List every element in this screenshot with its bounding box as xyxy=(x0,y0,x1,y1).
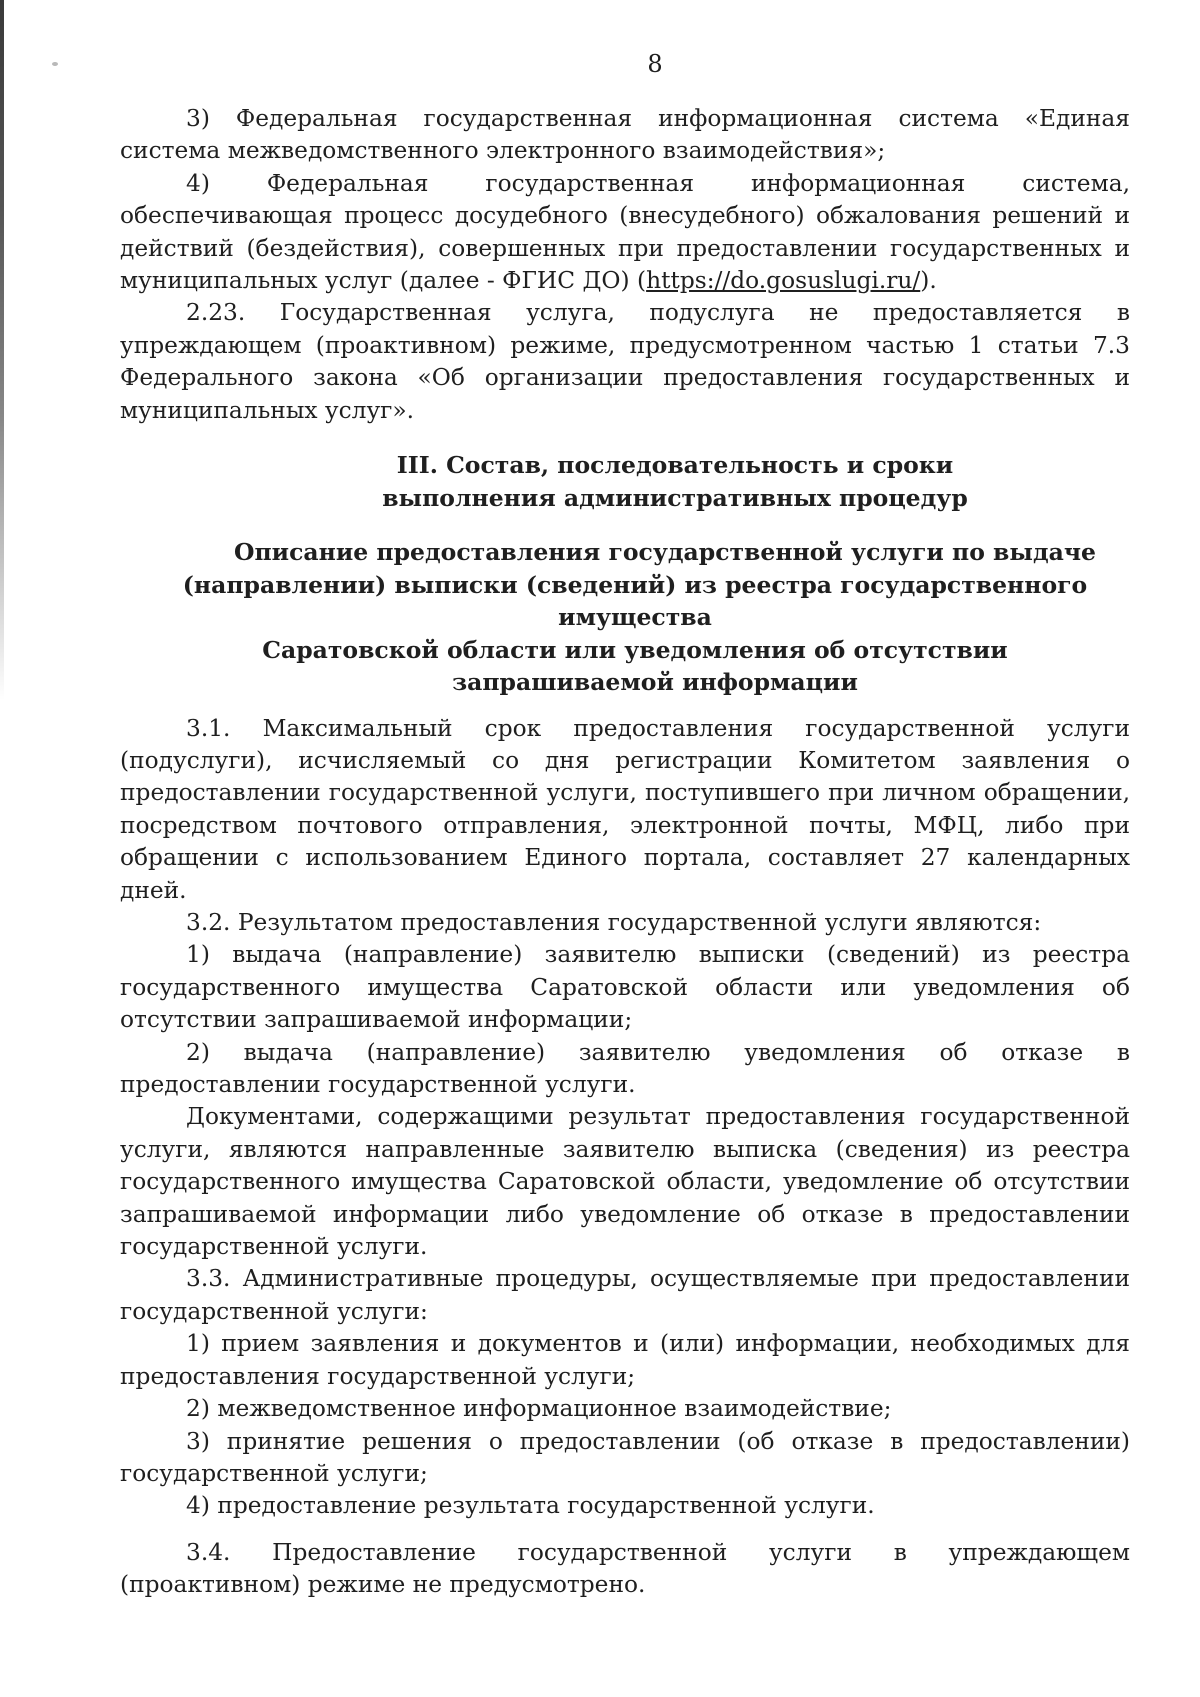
sub-heading xyxy=(120,536,1130,699)
sub-heading-line-3: Саратовской области или уведомления об отсутствии xyxy=(262,635,1008,664)
paragraph-3-3-item-4: 4) предоставление результата государственной услуги. xyxy=(186,1492,875,1520)
page-number: 8 xyxy=(647,50,663,78)
paragraph-3-2-item-1: 1) выдача (направление) заявителю выписки (сведений) из реестра государственного имущества Саратовской области или уведомления об отсутствии запрашиваемой информации; xyxy=(120,941,1130,1034)
fgis-do-link[interactable]: https://do.gosuslugi.ru/ xyxy=(646,267,921,295)
paragraph-result-documents: Документами, содержащими результат предоставления государственной услуги, являются направленные заявителю выписка (сведения) из реестра государственного имущества Саратовской области, уведомление об отсутствии запрашиваемой информации либо уведомление об отказе в предоставлении государственной услуги. xyxy=(120,1103,1130,1261)
paragraph-3-2-item-2: 2) выдача (направление) заявителю уведомления об отказе в предоставлении государственной услуги. xyxy=(120,1038,1130,1099)
paragraph-3-4: 3.4. Предоставление государственной услуги в упреждающем (проактивном) режиме не предусмотрено. xyxy=(120,1538,1130,1599)
section-heading-line-2: выполнения административных процедур xyxy=(382,483,968,512)
paragraph-3-3-item-1: 1) прием заявления и документов и (или) информации, необходимых для предоставления государственной услуги; xyxy=(120,1330,1130,1390)
section-heading-line-1: III. Состав, последовательность и сроки xyxy=(396,451,954,480)
sub-heading-line-1: Описание предоставления государственной услуги по выдаче xyxy=(234,538,1096,567)
fgis-link-suffix: ). xyxy=(920,267,937,295)
scan-edge xyxy=(0,0,4,700)
paragraph-3-3: 3.3. Административные процедуры, осуществляемые при предоставлении государственной услуги: xyxy=(120,1265,1130,1325)
document-body xyxy=(120,103,1130,1602)
paragraph-3-3-item-2: 2) межведомственное информационное взаимодействие; xyxy=(186,1395,892,1423)
paragraph-3-3-item-3: 3) принятие решения о предоставлении (об отказе в предоставлении) государственной услуги; xyxy=(120,1427,1130,1487)
section-heading xyxy=(120,449,1130,514)
paragraph-3-1: 3.1. Максимальный срок предоставления государственной услуги (подуслуги), исчисляемый со дня регистрации Комитетом заявления о предоставлении государственной услуги, поступившего при личном обращении, посредством почтового отправления, электронной почты, МФЦ, либо при обращении с использованием Единого портала, составляет 27 календарных дней. xyxy=(120,714,1130,904)
paragraph-2-23: 2.23. Государственная услуга, подуслуга не предоставляется в упреждающем (проактивном) режиме, предусмотренном частью 1 статьи 7.3 Федерального закона «Об организации предоставления государственных и муниципальных услуг». xyxy=(120,299,1130,424)
paragraph-item-3: 3) Федеральная государственная информационная система «Единая система межведомственного электронного взаимодействия»; xyxy=(120,105,1130,165)
paragraph-item-4-text: 4) Федеральная государственная информационная система, обеспечивающая процесс досудебного (внесудебного) обжалования решений и действий (бездействия), совершенных при предоставлении государственных и муниципальных услуг (далее - ФГИС ДО) ( xyxy=(120,169,1130,295)
paragraph-3-2: 3.2. Результатом предоставления государственной услуги являются: xyxy=(186,909,1042,936)
sub-heading-line-4: запрашиваемой информации xyxy=(452,668,858,697)
paragraph-item-4 xyxy=(120,168,1130,298)
sub-heading-line-2: (направлении) выписки (сведений) из реестра государственного имущества xyxy=(182,570,1088,632)
